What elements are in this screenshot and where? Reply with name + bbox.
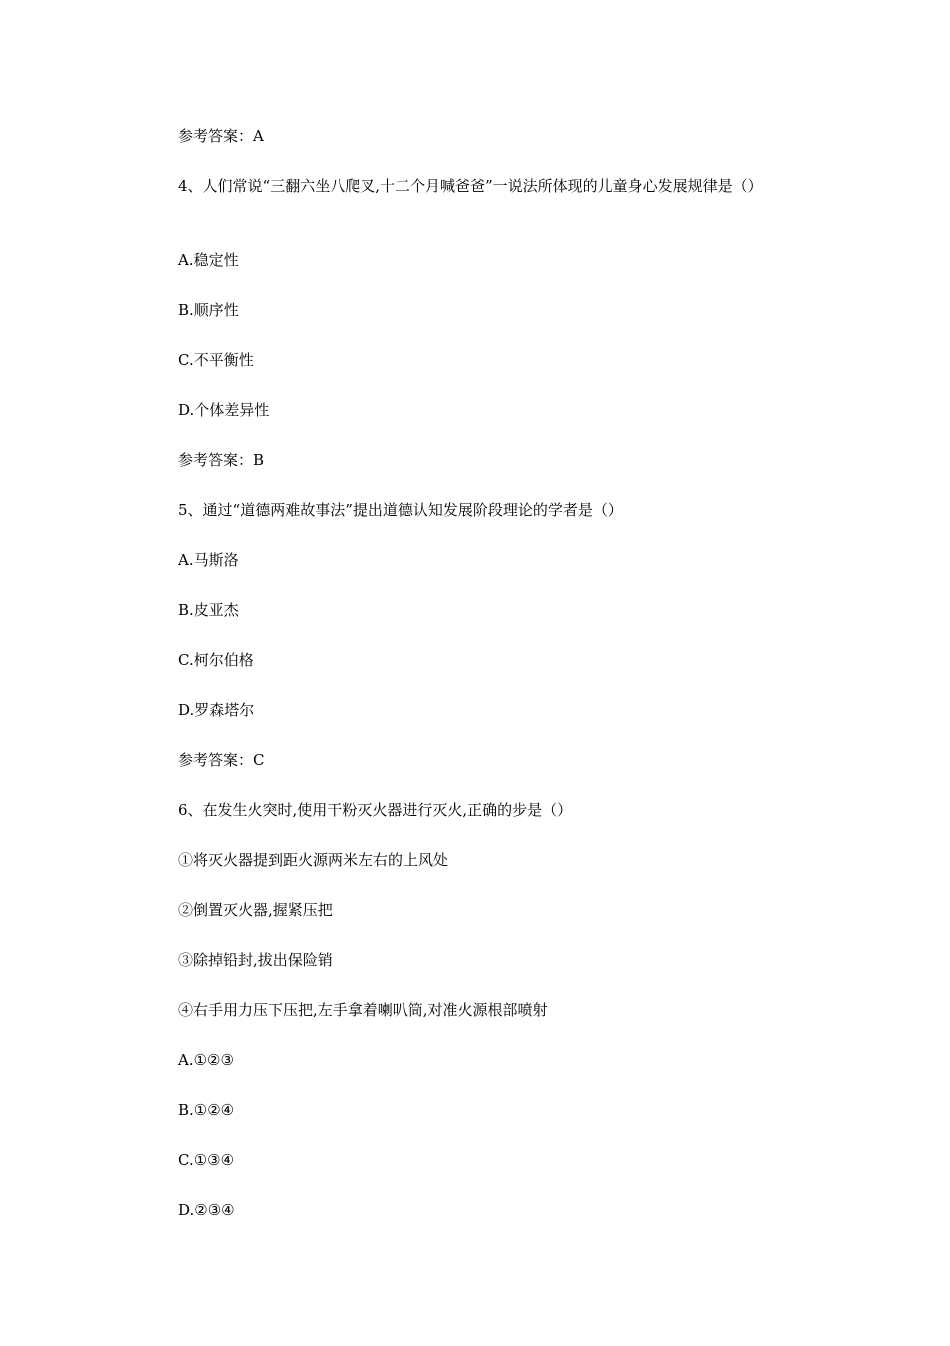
question-6-step-3: ③除掉铅封,拔出保险销 [178, 951, 333, 969]
answer-q3: 参考答案：A [178, 127, 264, 145]
question-6-stem: 6、在发生火突时,使用干粉灭火器进行灭火,正确的步是（） [178, 801, 573, 819]
question-4-option-c: C.不平衡性 [178, 351, 254, 369]
question-5-option-a: A.马斯洛 [178, 551, 239, 569]
question-6-option-d: D.②③④ [178, 1201, 235, 1219]
question-4-stem: 4、人们常说“三翻六坐八爬叉,十二个月喊爸爸”一说法所体现的儿童身心发展规律是（） [178, 177, 763, 195]
question-6-step-2: ②倒置灭火器,握紧压把 [178, 901, 333, 919]
question-6-option-b: B.①②④ [178, 1101, 235, 1119]
question-4-option-d: D.个体差异性 [178, 401, 270, 419]
answer-q5: 参考答案：C [178, 751, 265, 769]
question-6-step-4: ④右手用力压下压把,左手拿着喇叭筒,对准火源根部喷射 [178, 1001, 548, 1019]
question-6-option-a: A.①②③ [178, 1051, 234, 1069]
question-6-step-1: ①将灭火器提到距火源两米左右的上风处 [178, 851, 449, 869]
question-4-option-a: A.稳定性 [178, 251, 239, 269]
question-5-option-d: D.罗森塔尔 [178, 701, 255, 719]
answer-q4: 参考答案：B [178, 451, 265, 469]
question-4-option-b: B.顺序性 [178, 301, 239, 319]
question-5-stem: 5、通过“道德两难故事法”提出道德认知发展阶段理论的学者是（） [178, 501, 623, 519]
question-6-option-c: C.①③④ [178, 1151, 235, 1169]
question-5-option-b: B.皮亚杰 [178, 601, 239, 619]
question-5-option-c: C.柯尔伯格 [178, 651, 254, 669]
